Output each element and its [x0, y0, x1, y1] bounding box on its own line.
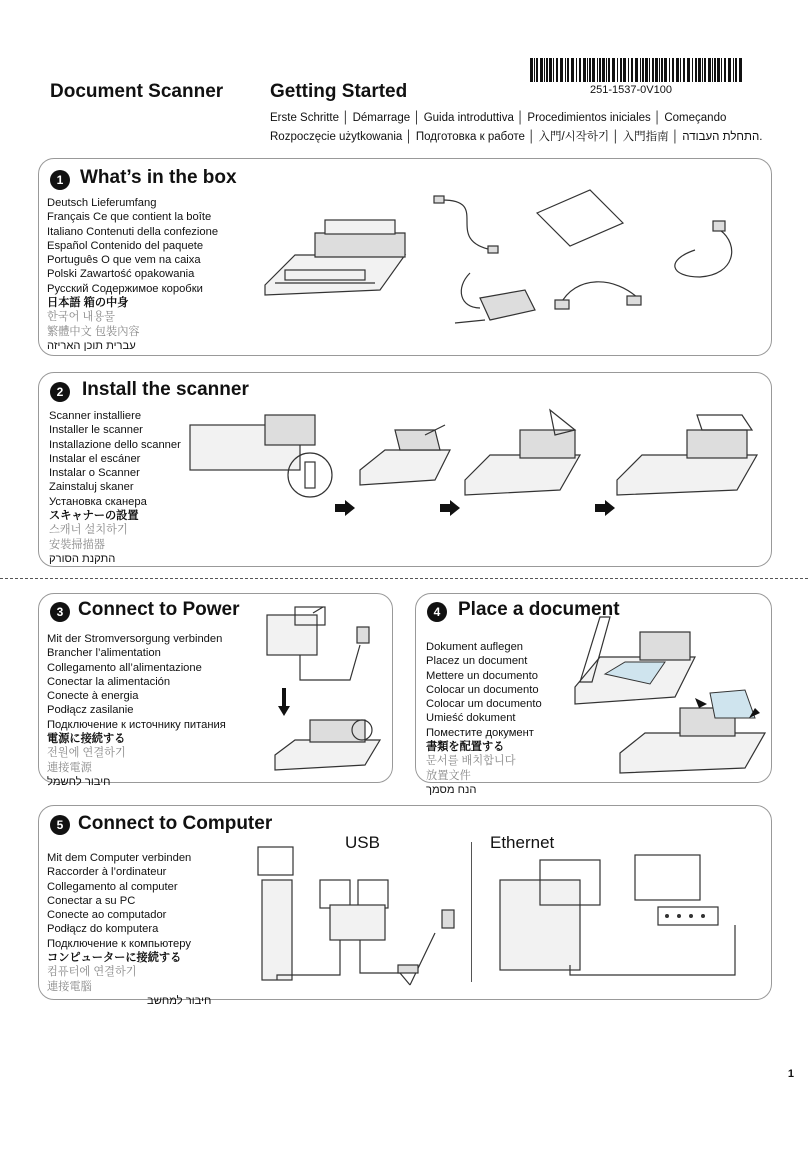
barcode-bar — [724, 58, 726, 82]
step-3-title: Connect to Power — [78, 599, 240, 620]
arrow-right-icon — [595, 500, 615, 516]
barcode-bar — [695, 58, 697, 82]
barcode-bar — [623, 58, 626, 82]
barcode-bar — [620, 58, 622, 82]
barcode-bar — [661, 58, 663, 82]
barcode-bar — [642, 58, 644, 82]
barcode-bar — [549, 58, 552, 82]
step-2-languages: Scanner installiere Installer le scanner Installazione dello scanner Instalar el escáner Instalar o Scanner Zainstaluj skaner Установка сканера スキャナーの設置 스캐너 설치하기 安裝掃描器 התקנת הסורק — [49, 410, 181, 565]
step-5-badge: 5 — [50, 815, 70, 835]
step-3-badge: 3 — [50, 602, 70, 622]
step-2-title: Install the scanner — [82, 379, 249, 400]
barcode-bar — [583, 58, 586, 82]
section-divider — [0, 578, 808, 579]
barcode-bar — [649, 58, 650, 82]
ethernet-label: Ethernet — [490, 833, 555, 852]
barcode-bar — [669, 58, 670, 82]
barcode-bar — [544, 58, 545, 82]
barcode-bar — [635, 58, 638, 82]
step-5-languages: Mit dem Computer verbinden Raccorder à l’ordinateur Collegamento al computer Conectar a su PC Conecte ao computador Podłącz do komputera Подключение к компьютеру コンピューターに接続する 컴퓨터에 연결하기 連接電腦 חיבור למחשב — [47, 852, 212, 1007]
barcode-bar — [712, 58, 713, 82]
part-number: 251-1537-0V100 — [590, 84, 672, 96]
subtitle-line-2: Rozpoczęcie użytkowania │ Подготовка к работе │ 入門/시작하기 │ 入門指南 │ התחלת העבודה. — [270, 131, 763, 143]
usb-cable-icon — [432, 190, 502, 260]
barcode-bar — [645, 58, 648, 82]
step-3-languages: Mit der Stromversorgung verbinden Brancher l’alimentation Collegamento all’alimentazione Conectar la alimentación Conecte à energia Podłącz zasilanie Подключение к источнику питания 電源に接続する 전원에 연결하기 連接電源 חיבור לחשמל — [47, 633, 226, 788]
arrow-right-icon — [440, 500, 460, 516]
install-step-c-illustration — [612, 405, 762, 500]
barcode-bar — [534, 58, 535, 82]
barcode-bar — [735, 58, 737, 82]
step-1-languages: Deutsch Lieferumfang Français Ce que contient la boîte Italiano Contenuti della confezione Español Contenido del paquete Português O que vem na caixa Polski Zawartość opakowania Русский Содержимое коробки 日本語 箱の中身 한국어 내용물 繁體中文 包裝內容 עברית תוכן האריזה — [47, 197, 219, 352]
power-cord-icon — [555, 270, 645, 320]
step-1-badge: 1 — [50, 170, 70, 190]
barcode-bar — [631, 58, 633, 82]
step-1-title: What’s in the box — [80, 167, 237, 188]
barcode-bar — [704, 58, 706, 82]
power-on-illustration — [270, 700, 385, 775]
barcode-bar — [597, 58, 598, 82]
install-step-b-illustration — [460, 405, 585, 500]
document-sheet-icon — [535, 188, 625, 248]
barcode-bar — [640, 58, 641, 82]
barcode-bar — [739, 58, 742, 82]
usb-label: USB — [345, 833, 380, 852]
barcode-bar — [608, 58, 610, 82]
barcode-bar — [676, 58, 679, 82]
ethernet-connection-illustration — [495, 855, 760, 980]
barcode-bar — [571, 58, 574, 82]
power-connection-illustration — [265, 605, 380, 685]
barcode-bar — [628, 58, 629, 82]
barcode-bar — [714, 58, 716, 82]
barcode-bar — [733, 58, 734, 82]
barcode-bar — [576, 58, 577, 82]
step-4-languages: Dokument auflegen Placez un document Mettere un documento Colocar un documento Colocar um documento Umieść dokument Поместите документ 書類を配置する 문서를 배치합니다 放置文件 הנח מסמך — [426, 641, 542, 796]
barcode-bar — [536, 58, 538, 82]
barcode-graphic — [530, 58, 742, 82]
page-number: 1 — [787, 1068, 794, 1080]
subtitle-line-1: Erste Schritte │ Démarrage │ Guida introduttiva │ Procedimientos iniciales │ Começando — [270, 112, 727, 124]
barcode-bar — [599, 58, 601, 82]
barcode-bar — [692, 58, 693, 82]
barcode-bar — [680, 58, 681, 82]
barcode-bar — [579, 58, 581, 82]
barcode-bar — [546, 58, 548, 82]
barcode-bar — [652, 58, 654, 82]
barcode-bar — [659, 58, 660, 82]
barcode-bar — [602, 58, 605, 82]
arrow-right-icon — [335, 500, 355, 516]
barcode-bar — [567, 58, 569, 82]
barcode-bar — [565, 58, 566, 82]
step-2-badge: 2 — [50, 382, 70, 402]
step-5-title: Connect to Computer — [78, 813, 273, 834]
adf-document-illustration — [615, 688, 770, 778]
barcode-bar — [530, 58, 533, 82]
barcode-bar — [655, 58, 658, 82]
barcode-bar — [612, 58, 615, 82]
barcode-bar — [683, 58, 685, 82]
barcode-bar — [587, 58, 588, 82]
barcode-bar — [664, 58, 667, 82]
install-step-a-illustration — [355, 420, 455, 495]
barcode-bar — [556, 58, 558, 82]
barcode-bar — [721, 58, 722, 82]
power-adapter-icon — [450, 268, 540, 328]
scanner-side-illustration — [185, 410, 345, 500]
usb-ethernet-divider — [471, 842, 472, 982]
ethernet-cable-icon — [665, 215, 745, 285]
barcode-bar — [592, 58, 595, 82]
barcode-bar — [702, 58, 703, 82]
barcode-bar — [672, 58, 674, 82]
usb-connection-illustration — [250, 845, 465, 985]
page-title: Getting Started — [270, 81, 408, 102]
step-4-badge: 4 — [427, 602, 447, 622]
barcode-bar — [560, 58, 563, 82]
barcode-bar — [617, 58, 618, 82]
barcode-bar — [589, 58, 591, 82]
product-name: Document Scanner — [50, 81, 224, 102]
barcode-bar — [698, 58, 701, 82]
barcode-bar — [687, 58, 690, 82]
scanner-illustration — [255, 215, 415, 310]
barcode-bar — [728, 58, 731, 82]
step-4-title: Place a document — [458, 599, 620, 620]
barcode-bar — [606, 58, 607, 82]
barcode-bar — [553, 58, 554, 82]
barcode-bar — [540, 58, 543, 82]
barcode-bar — [708, 58, 711, 82]
barcode-bar — [717, 58, 720, 82]
